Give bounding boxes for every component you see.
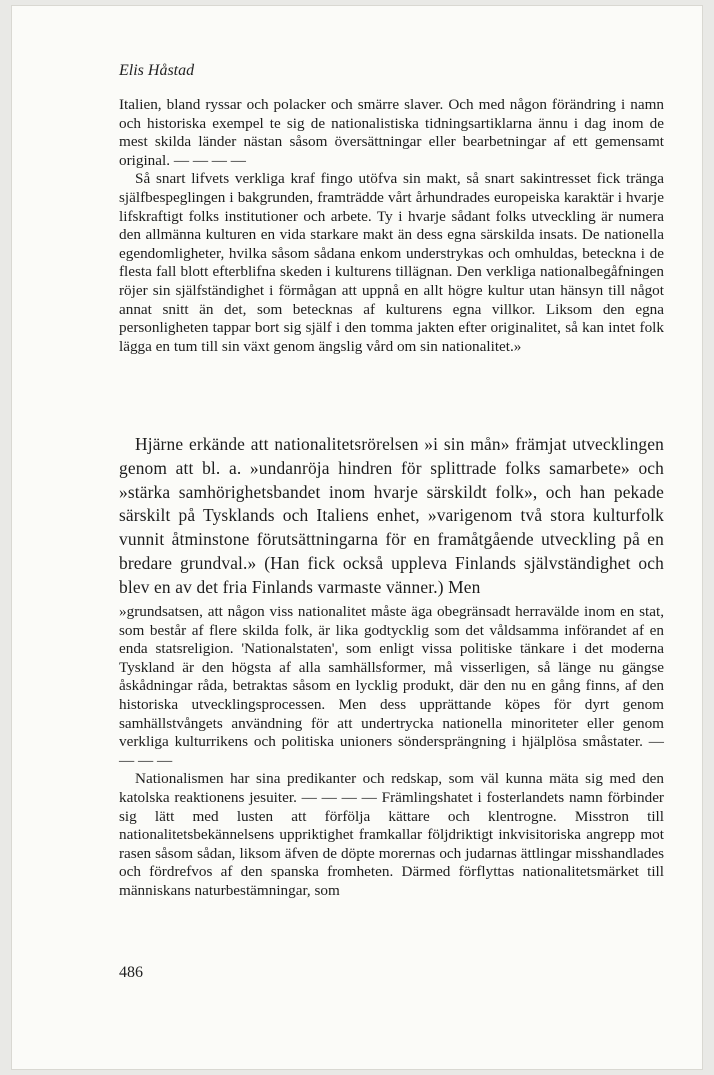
quote-2-paragraph-1: »grundsatsen, att någon viss nationalitet måste äga obegränsadt herravälde inom en stat, som består af flere skilda folk, är lika godtycklig som det våldsamma införandet af en enda statsreligion. 'Nationalstaten', som enligt vissa politiske tänkare i det moderna Tyskland är den högsta af alla samhällsformer, må visserligen, så länge nu gängse åskådningar råda, betraktas såsom en lycklig produkt, där den nu en gång finns, af den historiska utvecklingsprocessen. Men dess upprättande köpes för dyrt genom samhällstvångets användning för att undertrycka nationella minoriteter eller genom verkliga kulturrikens och politiska unioners söndersprängning i hjälplösa småstater. — — — —	[119, 603, 664, 769]
running-header-author: Elis Håstad	[119, 62, 195, 79]
quote-1-paragraph-2: Så snart lifvets verkliga kraf fingo utöfva sin makt, så snart sakintresset fick tränga själfbespeglingen i bakgrunden, framträdde vårt århundrades europeiska karaktär i hvarje lifskraftigt folks institutioner och arbete. Ty i hvarje sådant folks utveckling är numera den allmänna kulturen en vida starkare makt än dess egna särskilda insats. De nationella egendomligheter, hvilka såsom sådana enkom understrykas och omhuldas, beteckna i de flesta fall blott efterblifna skeden i kulturens tillägnan. Den verkliga nationalbegåfningen röjer sin själfständighet i förmågan att uppnå en allt högre kultur utan hänsyn till något annat snitt än det, som betecknas af kulturens egna villkor. Liksom den egna personligheten tappar bort sig själf i den tomma jakten efter originalitet, så kan intet folk lägga en tum till sin växt genom ängslig vård om sin nationalitet.»	[119, 170, 664, 355]
body-paragraph-block	[119, 433, 664, 600]
quote-block-1	[119, 96, 664, 356]
quote-block-2	[119, 603, 664, 901]
page-number: 486	[119, 964, 143, 981]
body-paragraph: Hjärne erkände att nationalitetsrörelsen »i sin mån» främjat utvecklingen genom att bl. a. »undanröja hindren för splittrade folks samarbete» och »stärka samhörighetsbandet inom hvarje särskildt folk», och han pekade särskilt på Tysklands och Italiens enhet, »varigenom två stora kulturfolk vunnit åtminstone förutsättningarna för en framåtgående utveckling på en bredare grundval.» (Han fick också uppleva Finlands självständighet och blev en av det fria Finlands varmaste vänner.) Men	[119, 434, 664, 597]
book-page	[12, 6, 702, 1069]
quote-2-paragraph-2: Nationalismen har sina predikanter och redskap, som väl kunna mäta sig med den katolska reaktionens jesuiter. — — — — Främlingshatet i fosterlandets namn förbinder sig lätt med lusten att förfölja kättare och klentrogne. Misstron till nationalitetsbekännelsens uppriktighet framkallar följdriktigt inkvisitoriska angrepp mot rasen såsom sådan, liksom äfven de döpte morernas och judarnas ättlingar misshandlades och fördrefvos af den spanska fromheten. Därmed förflyttas nationalitetsmärket till människans naturbestämningar, som	[119, 770, 664, 899]
quote-1-paragraph-1: Italien, bland ryssar och polacker och smärre slaver. Och med någon förändring i namn och historiska exempel te sig de nationalistiska tidningsartiklarna ännu i dag inom de mest skilda länder nästan såsom översättningar eller bearbetningar af ett gemensamt original. — — — —	[119, 96, 664, 169]
